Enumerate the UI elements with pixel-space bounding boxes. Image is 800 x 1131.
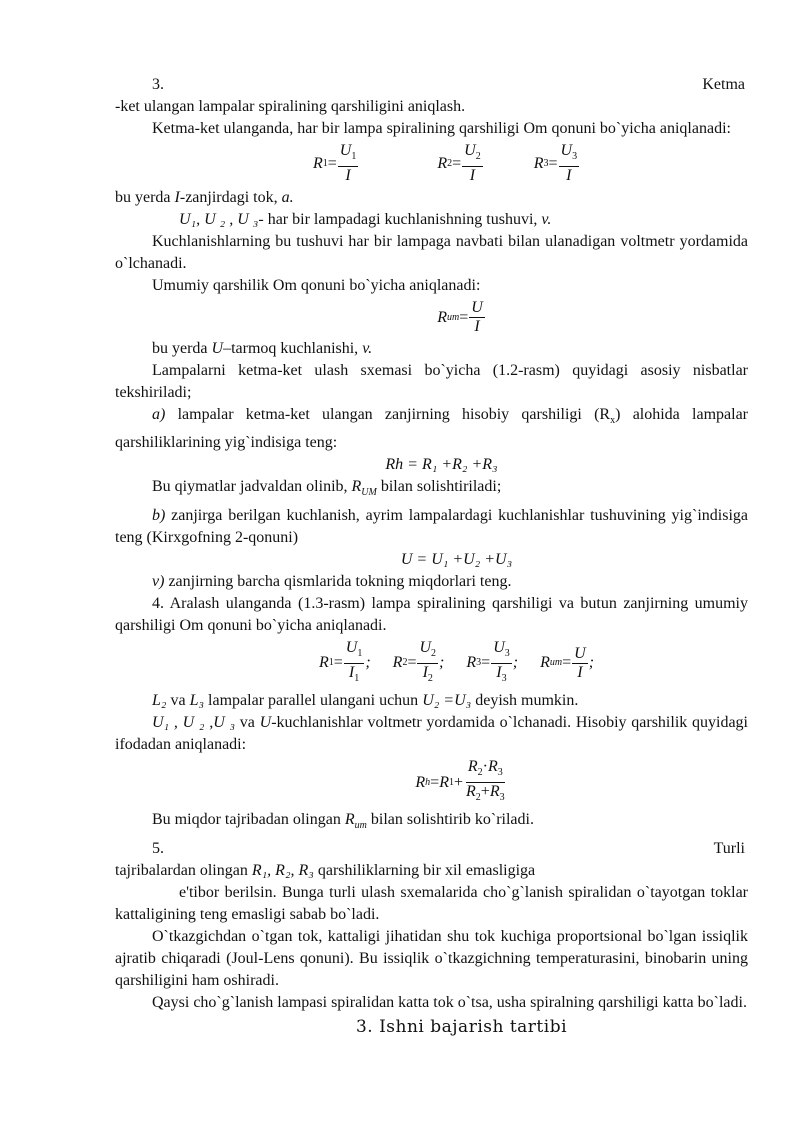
paragraph-total-resistance: Umumiy qarshilik Om qonuni bo`yicha aniqlanadi: [152,277,481,295]
item-5-text: tajribalardan olingan R₁, R₂, R₃ qarshiliklarning bir xil emasligiga [115,861,536,879]
equation-individual-resistances [115,142,748,185]
item-v: v) zanjirning barcha qismlarida tokning miqdorlari teng. [152,572,512,590]
item-3-number: 3. [152,76,164,93]
equation-sum-voltage: U = U₁ +U₂ +U₃ [400,550,513,568]
item-5-word: Turli [713,839,745,857]
document-page [115,74,748,1038]
item-5-number: 5. [152,839,164,857]
equation-mixed-resistances: R 1 = $\frac{U_1}{I_1}$ ; R 2 = $\frac{U_2}{I_2}$ ; R 3 = $\frac{U_3}{I_3}$ ; R um = $\frac{U}{I}$ ; [318,638,595,684]
equation-mixed-total: R h = R 1 + $\frac{R_2\cdot R_3}{R_2+R_3}$ [415,757,505,804]
paragraph-mixed-connection: 4. Aralash ulanganda (1.3-rasm) lampa spiralining qarshiligi va butun zanjirning umumiy qarshiligi Om qonuni bo`yicha aniqlanadi. [115,594,748,634]
paragraph-lamp: Qaysi cho`g`lanish lampasi spiralidan katta tok o`tsa, usha spiralning qarshiligi katta bo`ladi. [152,993,747,1011]
where-network-voltage: bu yerda U–tarmoq kuchlanishi, v. [152,340,373,358]
paragraph-parallel: L₂ va L₃ lampalar parallel ulangani uchun U₂ =U₃ deyish mumkin. [152,691,579,709]
item-a: a) lampalar ketma-ket ulangan zanjirning hisobiy qarshiligi $(R_x)$ alohida lampalar qarshiliklarining yig`indisiga teng: [115,406,749,452]
item-3-line [115,74,748,96]
where-current: bu yerda I-zanjirdagi tok, a. [115,189,294,207]
paragraph-serial: Ketma-ket ulanganda, har bir lampa spiralining qarshiligi Om qonuni bo`yicha aniqlanadi: [152,120,731,137]
paragraph-voltmeter-measure: U₁ , U ₂ ,U ₃ va U-kuchlanishlar voltmetr yordamida o`lchanadi. Hisobiy qarshilik quyidagi ifodadan aniqlanadi: [115,713,748,753]
item-b: b) zanjirga berilgan kuchlanish, ayrim lampalardagi kuchlanishlar tushuvining yig`indisiga teng (Kirxgofning 2-qonuni) [115,506,748,546]
paragraph-joule-lenz: O`tkazgichdan o`tgan tok, kattaligi jihatidan shu tok kuchiga proportsional bo`lgan issiqlik ajratib chiqaradi (Joul-Lens qonuni). Bu issiqlik o`tkazgichning temperaturasini, binobarin uning qarshiligini ham oshiradi. [115,927,748,989]
equation-sum-resistance: Rh = R₁ +R₂ +R₃ [385,456,498,474]
paragraph-voltmeter: Kuchlanishlarning bu tushuvi har bir lampaga navbati bilan ulanadigan voltmetr yordamida o`lchanadi. [115,233,748,273]
paragraph-experiment: Bu miqdor tajribadan olingan $R_{um}$ bilan solishtirib ko`riladi. [152,811,534,832]
equation-r2: R 2 = $\frac{U_2}{I}$ [437,142,481,185]
item-3-word: Ketma [702,76,745,93]
section-heading: 3. Ishni bajarish tartibi [355,1016,568,1037]
item-3-title: -ket ulangan lampalar spiralining qarshiligini aniqlash. [115,98,466,115]
item-5-line [115,838,748,860]
equation-r3: R 3 = $\frac{U_3}{I}$ [533,142,578,185]
paragraph-compare: Bu qiymatlar jadvaldan olinib, $R_{UM}$ bilan solishtiriladi; [152,478,502,499]
paragraph-check-relations: Lampalarni ketma-ket ulash sxemasi bo`yicha (1.2-rasm) quyidagi asosiy nisbatlar tekshiriladi; [115,362,748,402]
paragraph-attention: e'tibor berilsin. Bunga turli ulash sxemalarida cho`g`lanish spiralidan o`tayotgan toklar kattaligining teng emasligi sabab bo`ladi. [115,883,748,923]
equation-total-resistance: R um = $\frac{U}{I}$ [437,299,483,336]
equation-r1: R 1 = $\frac{U_1}{I}$ [312,142,357,185]
where-voltages: U₁, U ₂ , U ₃- har bir lampadagi kuchlanishning tushuvi, v. [179,211,552,229]
